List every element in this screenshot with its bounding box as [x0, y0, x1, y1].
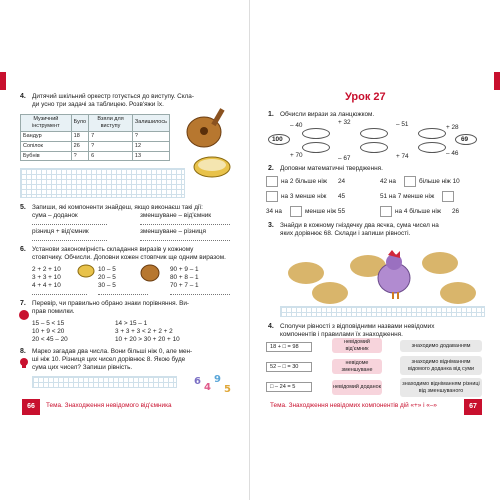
expression: 20 – 5	[98, 274, 116, 281]
component-name[interactable]: невідомий доданок	[332, 380, 382, 395]
left-page-number: 66	[22, 399, 40, 415]
nest	[440, 282, 476, 304]
lesson-title: Урок 27	[345, 91, 386, 103]
nest	[422, 252, 458, 274]
table-row	[21, 151, 170, 161]
table-cell: Сопілок	[21, 141, 72, 151]
hen-illustration	[370, 250, 418, 300]
statement-row	[380, 191, 490, 203]
equation-box: 52 – □ = 30	[266, 362, 312, 372]
answer-grid	[20, 168, 185, 198]
chain-op: – 67	[338, 155, 351, 162]
answer-line	[140, 224, 230, 225]
task5-item-d: зменшуване – різниця	[140, 228, 206, 235]
expression: 70 + 7 – 1	[170, 282, 199, 289]
task8-text-1: Марко загадав два числа. Вони більші ніж 0, але мен-	[32, 348, 193, 355]
table-header: Музичний інструмент	[21, 115, 72, 132]
table-header: Залишилось	[132, 115, 169, 132]
task2-text: Доповни математичні твердження.	[280, 165, 383, 172]
nest	[288, 262, 324, 284]
blank-box[interactable]	[404, 176, 416, 187]
task5-item-c: різниця + від'ємник	[32, 228, 89, 235]
answer-line	[140, 240, 230, 241]
svg-text:6: 6	[194, 376, 201, 387]
expression: 90 + 9 – 1	[170, 266, 199, 273]
expression: 30 – 5	[98, 282, 116, 289]
table-cell: 26	[71, 141, 88, 151]
equation-box: 18 + □ = 98	[266, 342, 312, 352]
right-page	[250, 0, 500, 500]
right-footer: Тема. Знаходження невідомих компонентів дій «+» і «–»	[270, 402, 437, 409]
chain-oval	[302, 128, 330, 139]
chain-op: – 40	[290, 122, 303, 129]
task7-number: 7.	[20, 300, 26, 307]
chain-oval	[418, 128, 446, 139]
blank-box[interactable]	[290, 206, 302, 217]
statement-text: на 2 більше ніж	[281, 178, 328, 185]
blank-box[interactable]	[266, 191, 278, 202]
task5-item-b: зменшуване – від'ємник	[140, 212, 212, 219]
chain-oval	[302, 142, 330, 153]
task3-number: 3.	[268, 222, 274, 229]
statement-text: 51 на 7 менше ніж	[380, 193, 435, 200]
expression: 10 – 5	[98, 266, 116, 273]
expression: 3 + 3 + 10	[32, 274, 61, 281]
right-page-tab	[494, 72, 500, 90]
statement-row	[380, 206, 490, 218]
table-cell: 13	[132, 151, 169, 161]
answer-line	[32, 240, 107, 241]
task2-number: 2.	[268, 165, 274, 172]
answer-line	[170, 294, 230, 295]
chain-op: + 70	[290, 152, 303, 159]
task4-number: 4.	[20, 93, 26, 100]
task7-text-2: прав помилки.	[32, 308, 75, 315]
task5-text: Запиши, які компоненти знайдеш, якщо виконаєш такі дії:	[32, 204, 203, 211]
comparison: 14 > 15 – 1	[115, 320, 148, 327]
instruments-table	[20, 114, 170, 161]
table-cell: 7	[89, 131, 133, 141]
task8-text-3: сума цих чисел? Запиши рівність.	[32, 364, 133, 371]
statement-text: на 4 більше ніж	[395, 208, 442, 215]
task8-text-2: ші ніж 10. Різниця цих чисел дорівнює 8. Якою буде	[32, 356, 186, 363]
expression: 80 + 8 – 1	[170, 274, 199, 281]
task7-text-1: Перевір, чи правильно обрано знаки порівняння. Ви-	[32, 300, 190, 307]
blank-box[interactable]	[266, 176, 278, 187]
table-row	[21, 131, 170, 141]
answer-line	[32, 224, 107, 225]
table-header: Взяли для виступу	[89, 115, 133, 132]
answer-grid	[280, 306, 485, 317]
digits-illustration	[192, 370, 242, 398]
bandura-illustration	[182, 106, 232, 151]
task6-number: 6.	[20, 246, 26, 253]
svg-text:5: 5	[224, 384, 231, 395]
equation-box: □ – 24 = 5	[266, 382, 312, 392]
table-cell: ?	[89, 141, 133, 151]
comparison: 10 + 20 > 30 + 20 + 10	[115, 336, 180, 343]
svg-text:4: 4	[204, 382, 211, 393]
chain-op: + 74	[396, 153, 409, 160]
chain-op: – 46	[446, 150, 459, 157]
task3-text-2: яких дорівнює 68. Склади і запиши рівності.	[280, 230, 411, 237]
drum-icon	[76, 263, 96, 279]
task5-number: 5.	[20, 204, 26, 211]
task5-item-a: сума – доданок	[32, 212, 78, 219]
statement-text: 34 на	[266, 208, 282, 215]
comparison: 20 < 45 – 20	[32, 336, 68, 343]
task8-number: 8.	[20, 348, 26, 355]
statement-text: більше ніж 10	[419, 178, 460, 185]
right-page-number: 67	[464, 399, 482, 415]
chain-oval	[418, 142, 446, 153]
table-cell: ?	[132, 131, 169, 141]
statement-row	[266, 176, 366, 188]
chain-op: – 51	[396, 121, 409, 128]
expression: 4 + 4 + 10	[32, 282, 61, 289]
rule-label[interactable]: знаходимо відніманням різниці від зменшуваного	[400, 378, 482, 397]
task6-text-1: Установи закономірність складання виразів у кожному	[32, 246, 194, 253]
statement-text: 45	[338, 193, 346, 200]
rule-label[interactable]: знаходимо додаванням	[400, 340, 482, 352]
task6-text-2: стовпчику. Обчисли. Доповни кожен стовпчик ще одним виразом.	[32, 254, 226, 261]
answer-line	[32, 294, 87, 295]
blank-box[interactable]	[442, 191, 454, 202]
statement-text: 26	[452, 208, 460, 215]
table-cell: 6	[89, 151, 133, 161]
table-cell: ?	[71, 151, 88, 161]
statement-text: 24	[338, 178, 346, 185]
task1-text: Обчисли вирази за ланцюжком.	[280, 111, 375, 118]
left-footer: Тема. Знаходження невідомого від'ємника	[46, 402, 172, 409]
statement-row	[266, 191, 366, 203]
chain-op: + 32	[338, 119, 351, 126]
task1-number: 1.	[268, 111, 274, 118]
table-cell: Бубнів	[21, 151, 72, 161]
table-cell: 18	[71, 131, 88, 141]
chain-end-value: 69	[461, 136, 469, 143]
left-page-tab	[0, 72, 6, 90]
answer-grid	[32, 376, 177, 388]
statement-row	[380, 176, 490, 188]
expression: 2 + 2 + 10	[32, 266, 61, 273]
bandura-icon	[138, 262, 164, 282]
comparison: 3 + 3 + 3 < 2 + 2 + 2	[115, 328, 173, 335]
task4r-text-1: Сполучи рівності з відповідними назвами невідомих	[280, 323, 435, 330]
blank-box[interactable]	[380, 206, 392, 217]
chain-oval	[360, 128, 388, 139]
table-cell: 12	[132, 141, 169, 151]
table-row	[21, 141, 170, 151]
rule-label[interactable]: знаходимо відніманням відомого доданка від суми	[400, 356, 482, 375]
answer-line	[98, 294, 148, 295]
nest	[312, 282, 348, 304]
task4r-number: 4.	[268, 323, 274, 330]
component-name[interactable]: невідоме зменшуване	[332, 359, 382, 374]
svg-text:9: 9	[214, 374, 221, 385]
table-cell: Бандур	[21, 131, 72, 141]
chain-start-value: 100	[272, 136, 283, 143]
task4-text-1: Дитячий шкільний оркестр готується до виступу. Скла-	[32, 93, 194, 100]
chain-op: + 28	[446, 124, 459, 131]
task3-text-1: Знайди в кожному гніздечку два яєчка, сума чисел на	[280, 222, 439, 229]
lightbulb-icon	[19, 358, 29, 368]
chain-oval	[360, 142, 388, 153]
component-name[interactable]: невідомий від'ємник	[332, 338, 382, 353]
statement-row	[266, 206, 376, 218]
comparison: 15 – 5 < 15	[32, 320, 65, 327]
statement-text: на 3 менше ніж	[281, 193, 327, 200]
task4-text-2: ди усно три задачі за таблицею. Розв'яжи їх.	[32, 101, 164, 108]
statement-text: 42 на	[380, 178, 396, 185]
drum-illustration	[190, 152, 235, 182]
pencil-icon	[19, 310, 29, 320]
statement-text: менше ніж 55	[305, 208, 346, 215]
task4r-text-2: компонентів і правилами їх знаходження.	[280, 331, 403, 338]
table-header: Було	[71, 115, 88, 132]
comparison: 10 + 9 < 20	[32, 328, 65, 335]
